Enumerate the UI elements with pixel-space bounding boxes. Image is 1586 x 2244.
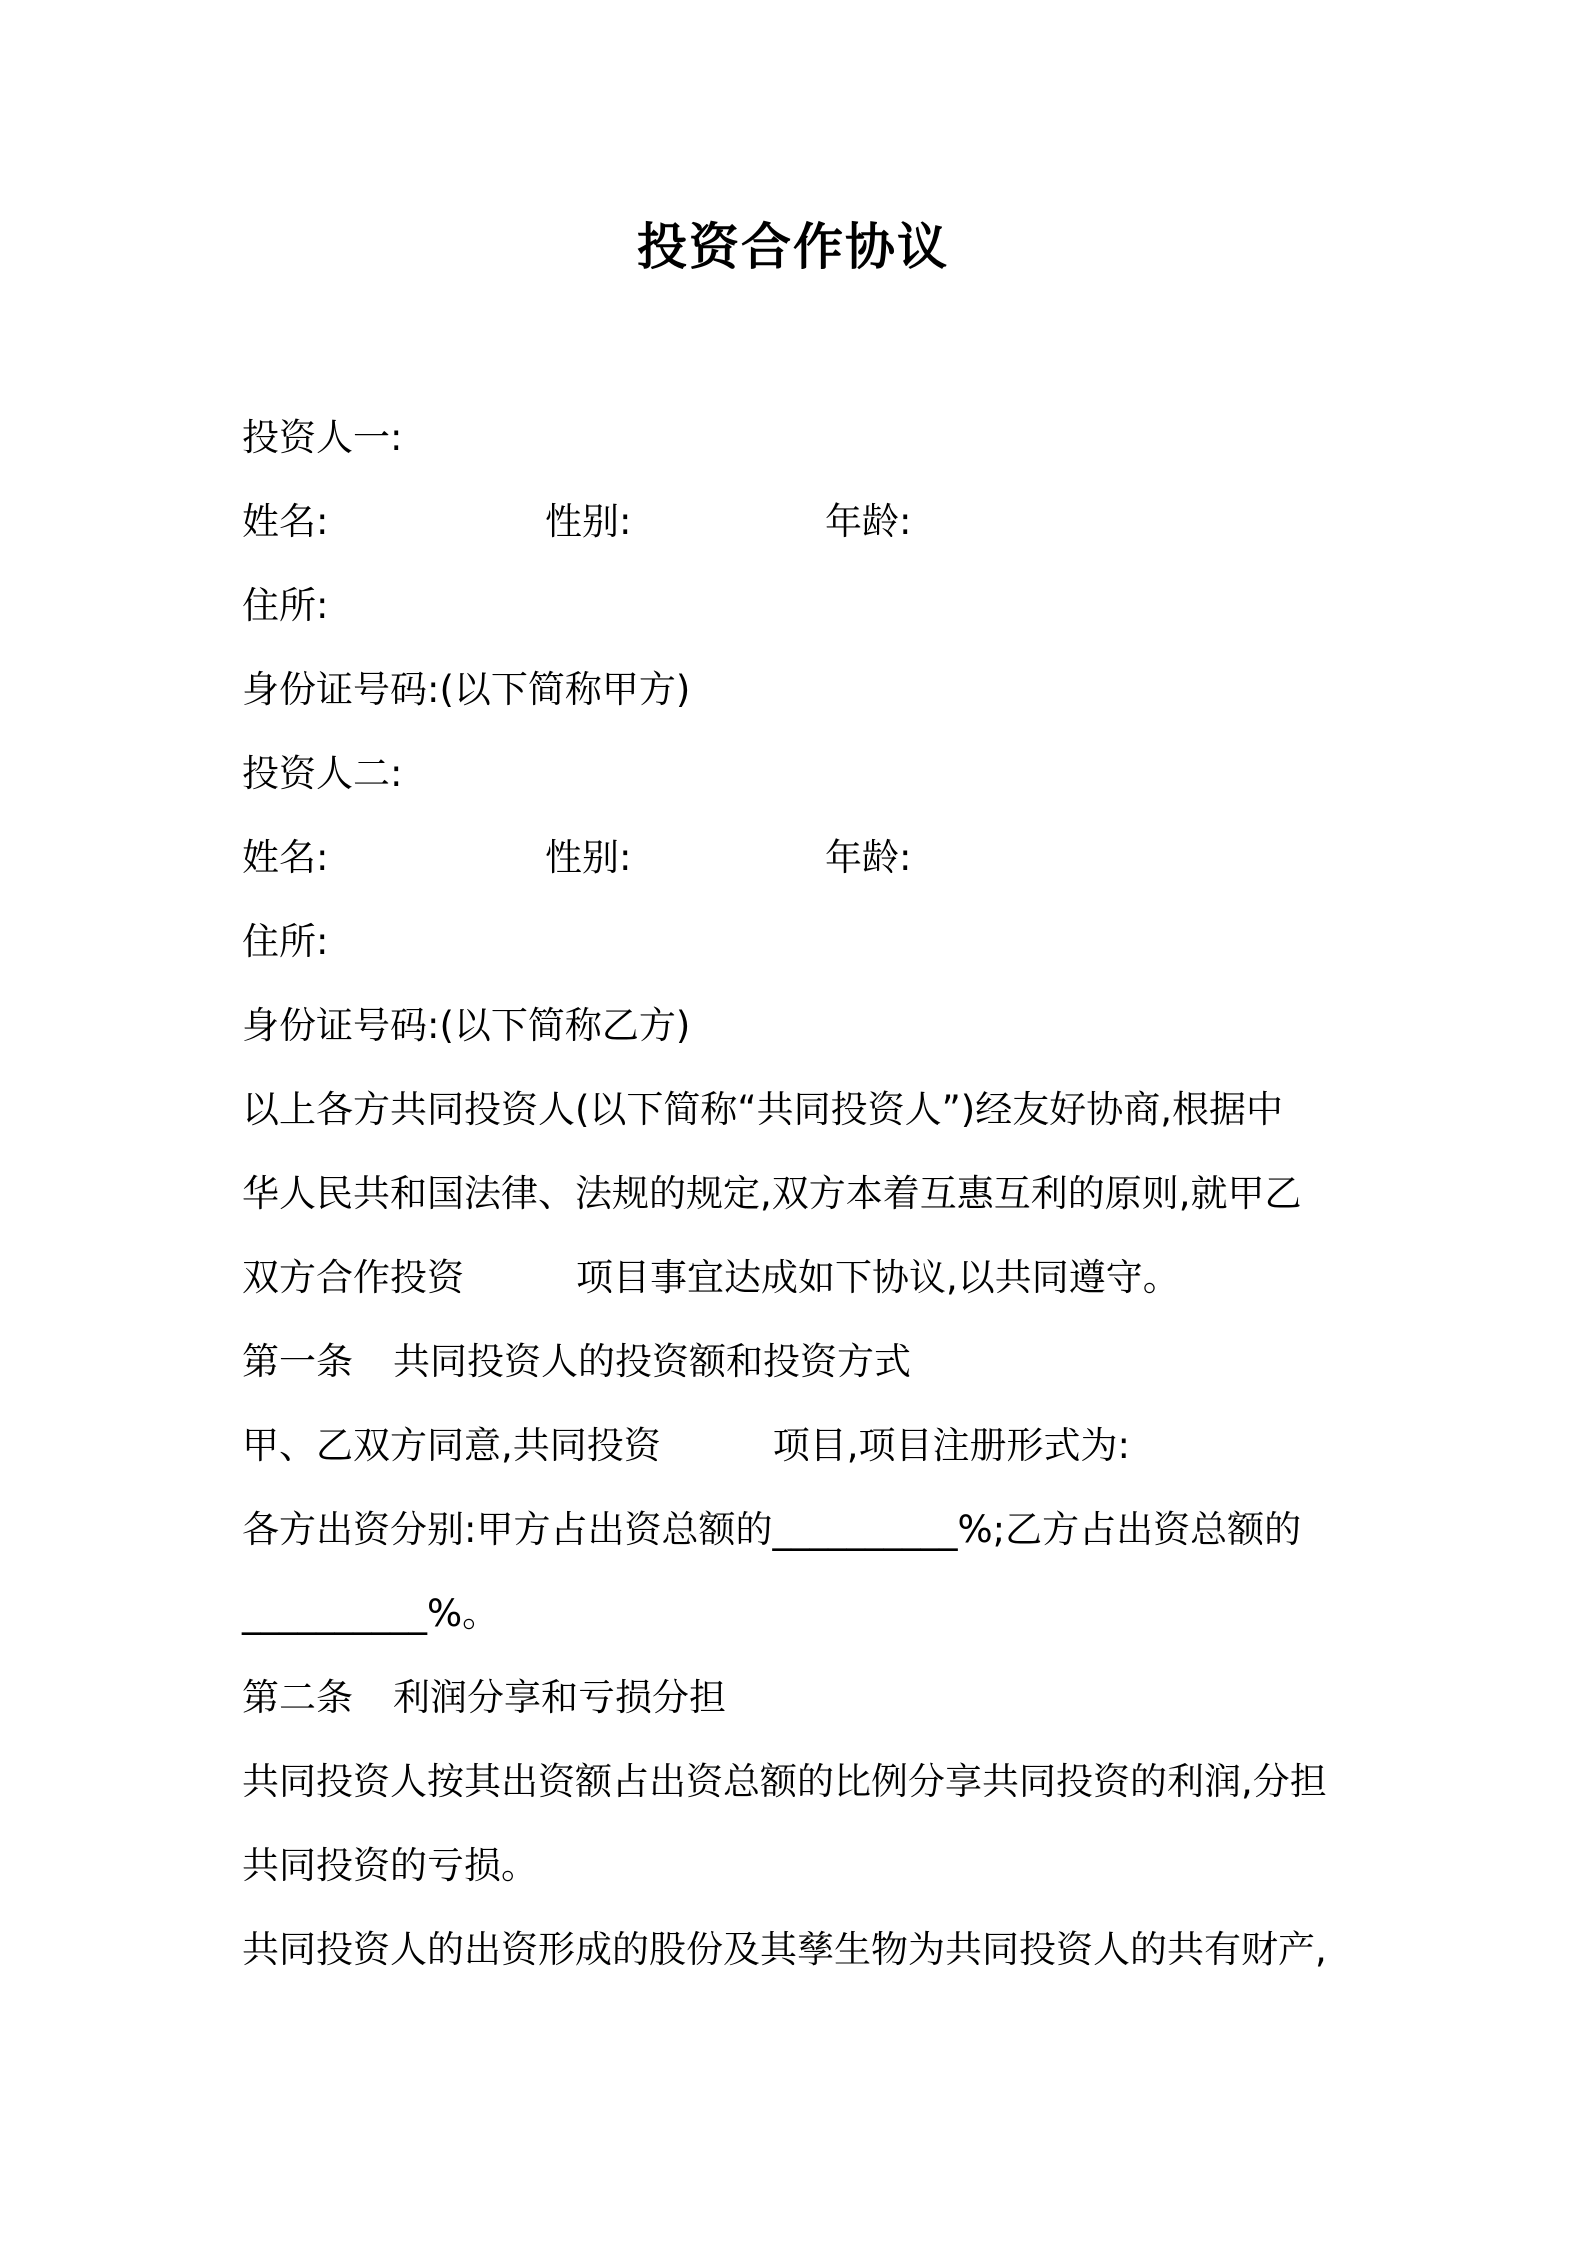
article2-line-2: 共同投资的亏损。 [242,1844,538,1887]
article1-title: 共同投资人的投资额和投资方式 [393,1340,911,1383]
article1-line-1-start: 甲、乙双方同意,共同投资 [242,1424,661,1467]
preamble-line-2: 华人民共和国法律、法规的规定,双方本着互惠互利的原则,就甲乙 [242,1172,1302,1215]
article2-title: 利润分享和亏损分担 [393,1676,726,1719]
investor2-basic-info-row [242,832,1142,884]
article1-line-1 [242,1420,1130,1472]
investor1-heading: 投资人一: [242,416,403,459]
article2-line-1: 共同投资人按其出资额占出资总额的比例分享共同投资的利润,分担 [242,1760,1327,1803]
investor2-gender-label: 性别: [545,836,632,879]
investor2-id-label: 身份证号码:(以下简称乙方) [242,1004,691,1047]
document-title: 投资合作协议 [637,218,949,276]
investor1-basic-info-row [242,496,1142,548]
investor2-name-label: 姓名: [242,836,329,879]
article1-number: 第一条 [242,1340,353,1383]
preamble-line-3-end: 项目事宜达成如下协议,以共同遵守。 [576,1256,1180,1299]
investor1-gender-label: 性别: [545,500,632,543]
article1-line-3: __________%。 [242,1592,500,1635]
article1-heading [242,1336,911,1388]
investor2-address-label: 住所: [242,920,329,963]
investor2-heading: 投资人二: [242,752,403,795]
investor1-id-label: 身份证号码:(以下简称甲方) [242,668,691,711]
investor1-address-label: 住所: [242,584,329,627]
preamble-line-3-start: 双方合作投资 [242,1256,464,1299]
article1-line-2: 各方出资分别:甲方占出资总额的__________%;乙方占出资总额的 [242,1508,1302,1551]
article2-number: 第二条 [242,1676,353,1719]
investor2-age-label: 年龄: [825,836,912,879]
investor1-age-label: 年龄: [825,500,912,543]
article2-line-3: 共同投资人的出资形成的股份及其孳生物为共同投资人的共有财产, [242,1928,1327,1971]
investor1-name-label: 姓名: [242,500,329,543]
preamble-line-3 [242,1252,1180,1304]
preamble-line-1: 以上各方共同投资人(以下简称“共同投资人”)经友好协商,根据中 [242,1088,1283,1131]
article1-line-1-end: 项目,项目注册形式为: [772,1424,1130,1467]
article2-heading [242,1672,726,1724]
